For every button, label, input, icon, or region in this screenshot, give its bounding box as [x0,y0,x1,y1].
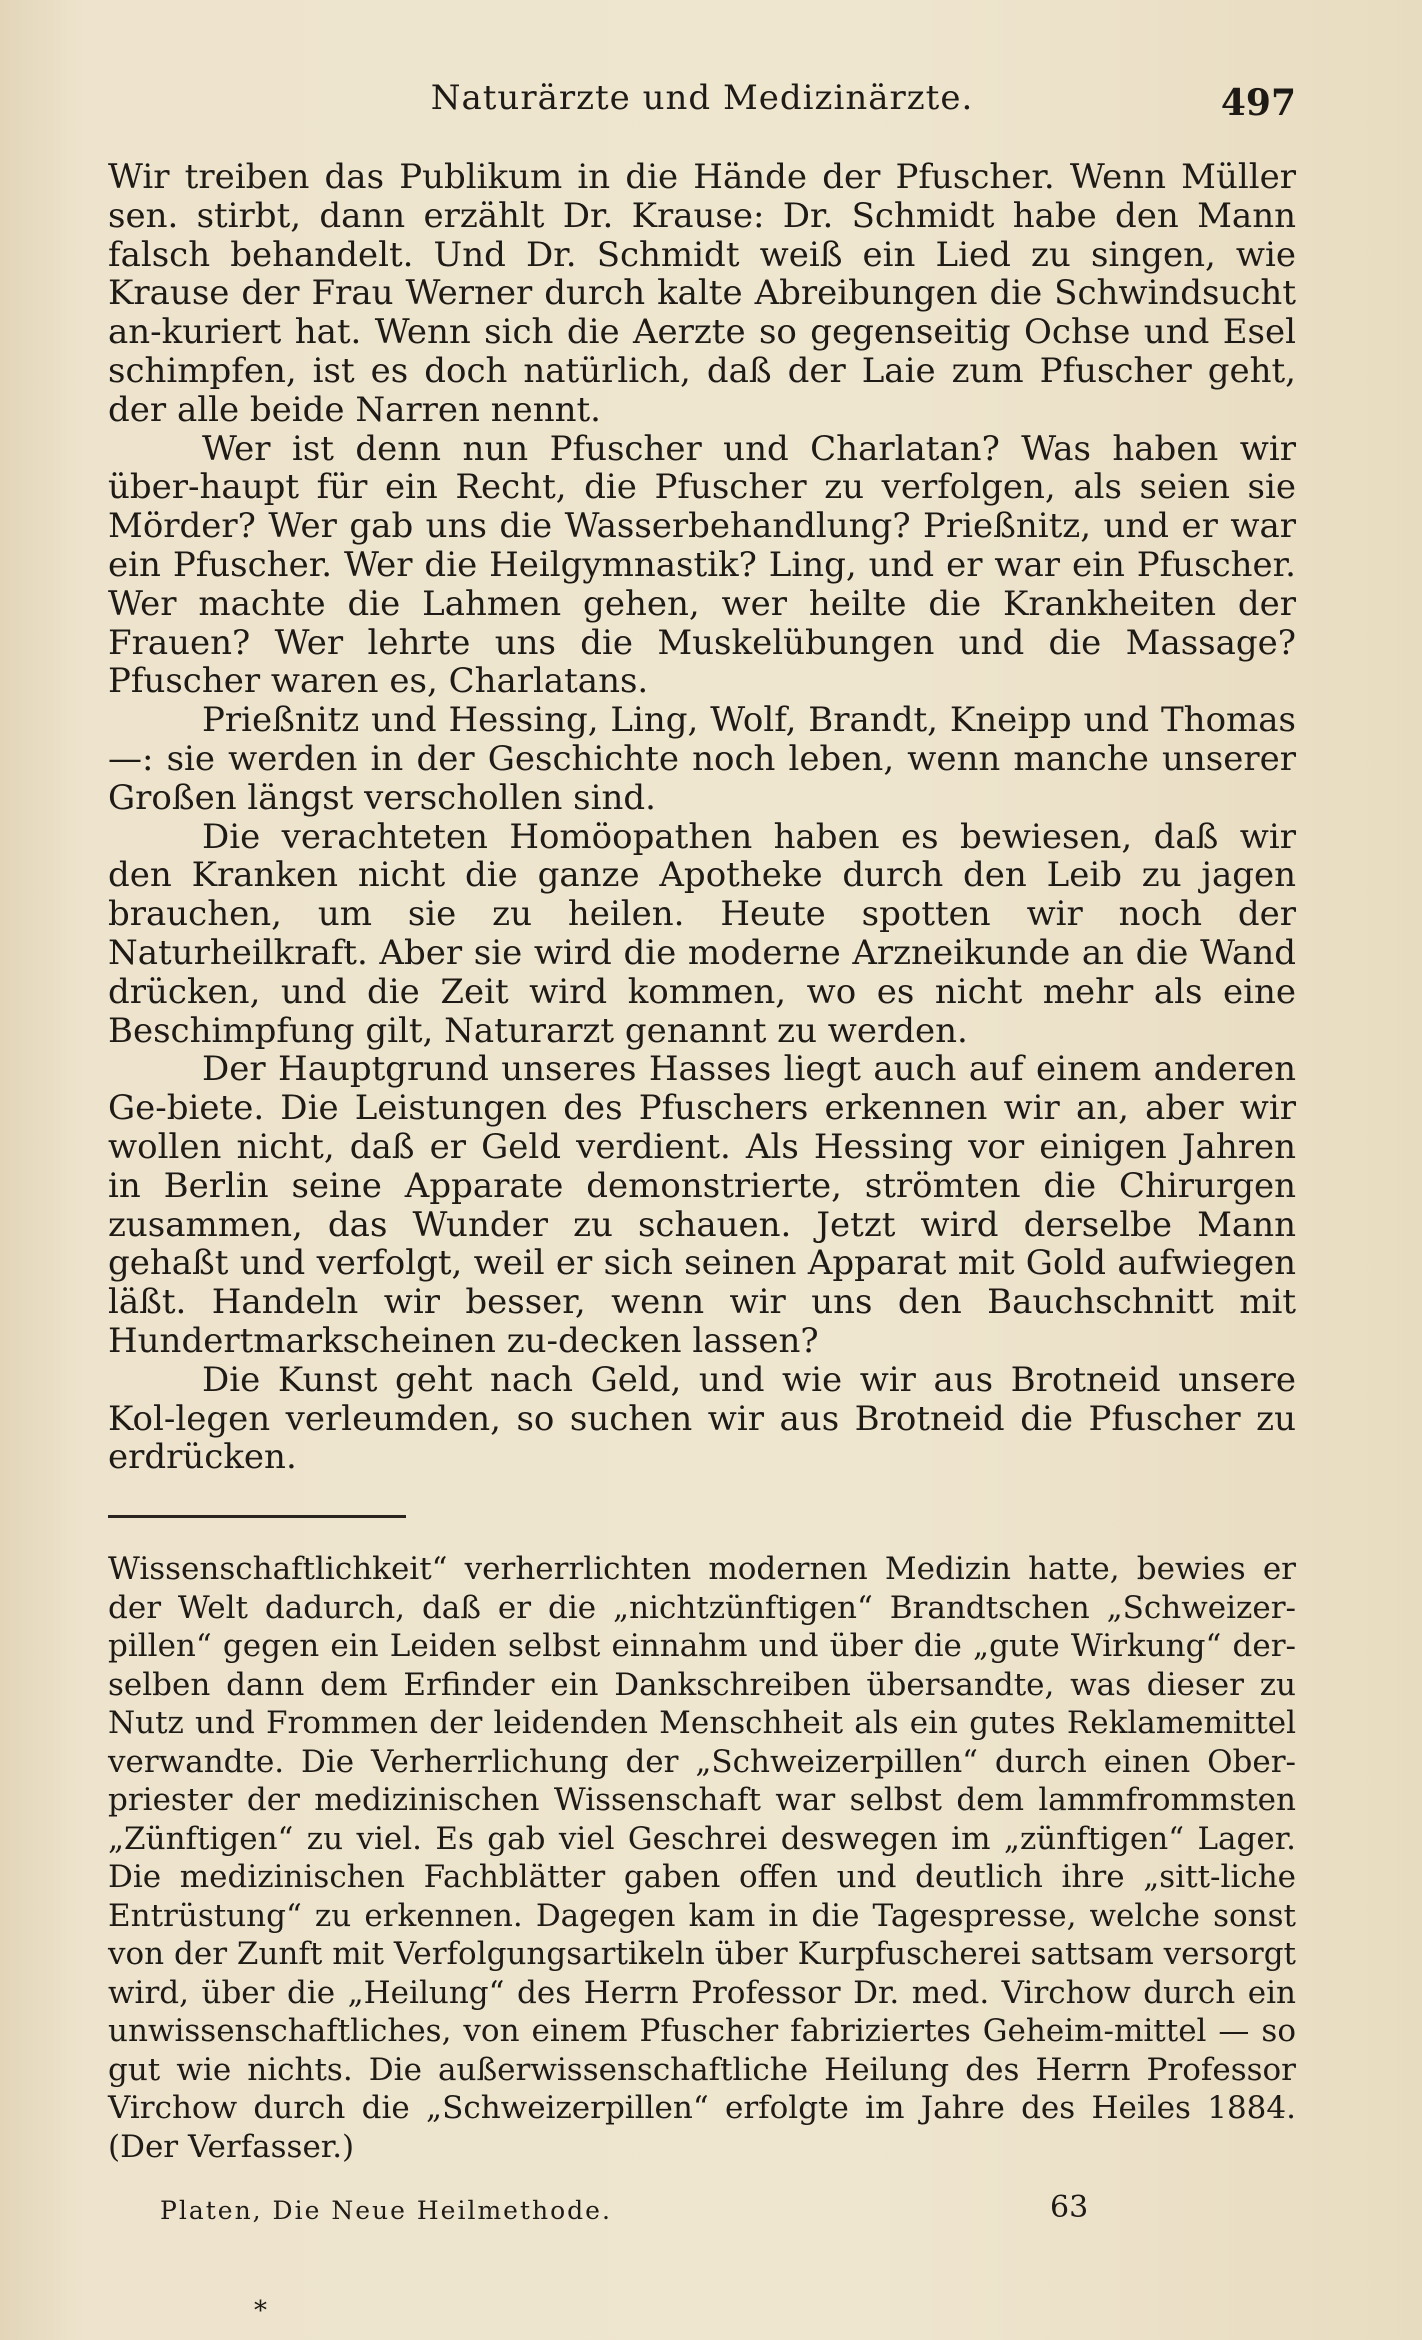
main-text [108,158,1296,1477]
footer-mark: * [254,2296,267,2326]
footer-sheet-number: 63 [1050,2190,1089,2225]
page-number: 497 [1220,82,1296,124]
paragraph-3: Prießnitz und Hessing, Ling, Wolf, Brandt, Kneipp und Thomas —: sie werden in der Geschichte noch leben, wenn manche unserer Großen längst verschollen sind. [108,700,1296,818]
paragraph-5: Der Hauptgrund unseres Hasses liegt auch auf einem anderen Ge-biete. Die Leistungen des Pfuschers erkennen wir an, aber wir wollen nicht, daß er Geld verdient. Als Hessing vor einigen Jahren in Berlin seine Apparate demonstrierte, strömten die Chirurgen zusammen, das Wunder zu schauen. Jetzt wird derselbe Mann gehaßt und verfolgt, weil er sich seinen Apparat mit Gold aufwiegen läßt. Handeln wir besser, wenn wir uns den Bauchschnitt mit Hundertmarkscheinen zu-decken lassen? [108,1049,1296,1361]
paragraph-1: Wir treiben das Publikum in die Hände der Pfuscher. Wenn Müller sen. stirbt, dann erzählt Dr. Krause: Dr. Schmidt habe den Mann falsch behandelt. Und Dr. Schmidt weiß ein Lied zu singen, wie Krause der Frau Werner durch kalte Abreibungen die Schwindsucht an-kuriert hat. Wenn sich die Aerzte so gegenseitig Ochse und Esel schimpfen, ist es doch natürlich, daß der Laie zum Pfuscher geht, der alle beide Narren nennt. [108,157,1296,430]
footnote-rule [108,1515,406,1518]
running-title: Naturärzte und Medizinärzte. [430,78,974,118]
footnote-text: Wissenschaftlichkeit“ verherrlichten modernen Medizin hatte, bewies er der Welt dadurch, daß er die „nichtzünftigen“ Brandtschen „Schweizer-pillen“ gegen ein Leiden selbst einnahm und über die „gute Wirkung“ der-selben dann dem Erfinder ein Dankschreiben übersandte, was dieser zu Nutz und Frommen der leidenden Menschheit als ein gutes Reklamemittel verwandte. Die Verherrlichung der „Schweizerpillen“ durch einen Ober-priester der medizinischen Wissenschaft war selbst dem lammfrommsten „Zünftigen“ zu viel. Es gab viel Geschrei deswegen im „zünftigen“ Lager. Die medizinischen Fachblätter gaben offen und deutlich ihre „sitt-liche Entrüstung“ zu erkennen. Dagegen kam in die Tagespresse, welche sonst von der Zunft mit Verfolgungsartikeln über Kurpfuscherei sattsam versorgt wird, über die „Heilung“ des Herrn Professor Dr. med. Virchow durch ein unwissenschaftliches, von einem Pfuscher fabriziertes Geheim-mittel — so gut wie nichts. Die außerwissenschaftliche Heilung des Herrn Professor Virchow durch die „Schweizerpillen“ erfolgte im Jahre des Heiles 1884. (Der Verfasser.) [108,1551,1296,2165]
page-header [108,78,1296,128]
paragraph-6: Die Kunst geht nach Geld, und wie wir aus Brotneid unsere Kol-legen verleumden, so suchen wir aus Brotneid die Pfuscher zu erdrücken. [108,1359,1296,1478]
paragraph-4: Die verachteten Homöopathen haben es bewiesen, daß wir den Kranken nicht die ganze Apotheke durch den Leib zu jagen brauchen, um sie zu heilen. Heute spotten wir noch der Naturheilkraft. Aber sie wird die moderne Arzneikunde an die Wand drücken, und die Zeit wird kommen, wo es nicht mehr als eine Beschimpfung gilt, Naturarzt genannt zu werden. [108,816,1296,1051]
footer-signature: Platen, Die Neue Heilmethode. [160,2196,612,2225]
page-footer [160,2190,1296,2234]
paragraph-2: Wer ist denn nun Pfuscher und Charlatan? Was haben wir über-haupt für ein Recht, die Pfuscher zu verfolgen, als seien sie Mörder? Wer gab uns die Wasserbehandlung? Prießnitz, und er war ein Pfuscher. Wer die Heilgymnastik? Ling, und er war ein Pfuscher. Wer machte die Lahmen gehen, wer heilte die Krankheiten der Frauen? Wer lehrte uns die Muskelübungen und die Massage? Pfuscher waren es, Charlatans. [108,428,1296,702]
